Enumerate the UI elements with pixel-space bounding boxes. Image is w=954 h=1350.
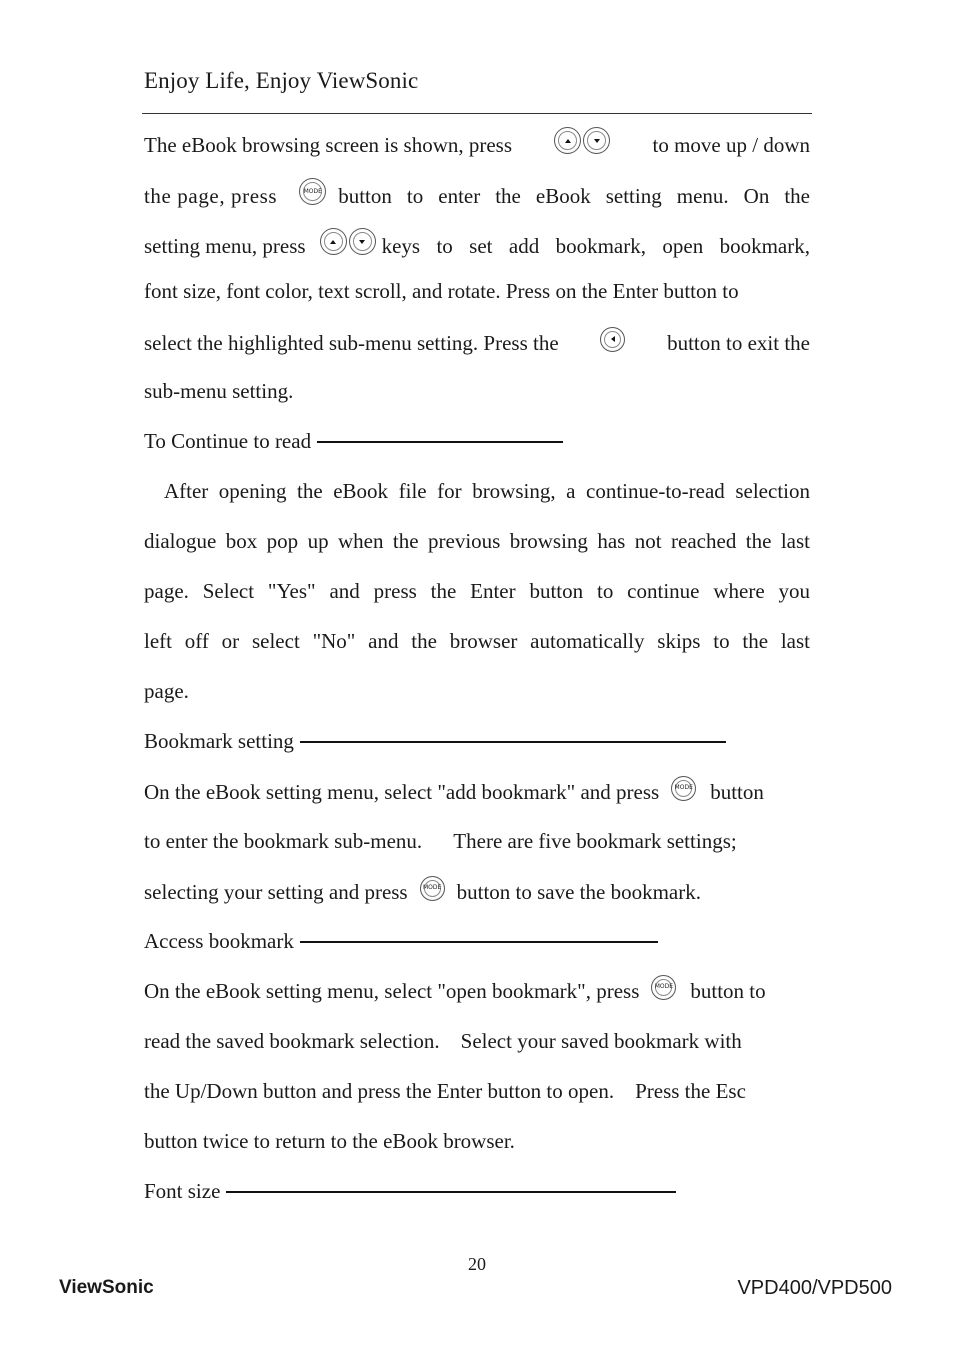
left-arrow-icon (600, 327, 625, 352)
heading-rule (317, 441, 563, 443)
section-heading-continue (144, 428, 563, 454)
text: button to enter the eBook setting menu. On the (338, 183, 810, 208)
heading-rule (300, 941, 658, 943)
text: button to save the bookmark. (456, 880, 701, 904)
access-line-4: button twice to return to the eBook browser. (144, 1129, 515, 1153)
bookmark-line-3 (144, 879, 701, 905)
heading-text: Bookmark setting (144, 729, 294, 753)
down-arrow-icon (349, 228, 376, 255)
section-heading-fontsize (144, 1178, 676, 1204)
intro-line-2 (144, 182, 810, 209)
header-title: Enjoy Life, Enjoy ViewSonic (144, 68, 419, 93)
footer-model: VPD400/VPD500 (737, 1277, 892, 1299)
down-arrow-icon (583, 127, 610, 154)
continue-line-4: left off or select "No" and the browser automatically skips to the last (144, 629, 810, 653)
heading-text: To Continue to read (144, 429, 312, 453)
text: button to (690, 979, 766, 1003)
heading-text: Access bookmark (144, 929, 294, 953)
text: keys to set add bookmark, open bookmark, (381, 233, 810, 258)
heading-rule (226, 1191, 676, 1193)
text: On the eBook setting menu, select "open bookmark", press (144, 979, 640, 1003)
intro-line-6: sub-menu setting. (144, 379, 294, 403)
text: setting menu, press (144, 233, 306, 258)
intro-line-1 (144, 131, 810, 158)
access-line-1 (144, 978, 766, 1004)
up-arrow-icon (554, 127, 581, 154)
access-line-3: the Up/Down button and press the Enter button to open. Press the Esc (144, 1079, 746, 1103)
access-line-2: read the saved bookmark selection. Select your saved bookmark with (144, 1029, 742, 1053)
continue-line-2: dialogue box pop up when the previous browsing has not reached the last (144, 529, 810, 553)
up-down-buttons (554, 131, 610, 158)
text: the page, press (144, 183, 278, 208)
section-heading-bookmark (144, 728, 726, 754)
continue-line-3: page. Select "Yes" and press the Enter button to continue where you (144, 579, 810, 603)
mode-icon: MODE (299, 178, 326, 205)
intro-line-3 (144, 232, 810, 259)
continue-line-5: page. (144, 679, 189, 703)
bookmark-line-1 (144, 779, 764, 805)
mode-icon: MODE (420, 876, 445, 901)
footer-brand: ViewSonic (59, 1277, 154, 1298)
section-heading-access (144, 928, 658, 954)
text: button (710, 780, 764, 804)
page-number: 20 (468, 1254, 486, 1274)
intro-line-4: font size, font color, text scroll, and rotate. Press on the Enter button to (144, 279, 739, 303)
text: selecting your setting and press (144, 880, 408, 904)
text: select the highlighted sub-menu setting. Press the (144, 331, 559, 355)
intro-line-5 (144, 330, 810, 356)
text: to move up / down (652, 132, 810, 157)
heading-text: Font size (144, 1179, 221, 1203)
mode-icon: MODE (651, 975, 676, 1000)
header-divider (142, 113, 812, 114)
text: The eBook browsing screen is shown, press (144, 132, 513, 157)
up-down-buttons (320, 232, 376, 259)
up-arrow-icon (320, 228, 347, 255)
heading-rule (300, 741, 726, 743)
mode-icon: MODE (671, 776, 696, 801)
text: On the eBook setting menu, select "add bookmark" and press (144, 780, 660, 804)
bookmark-line-2: to enter the bookmark sub-menu. There are five bookmark settings; (144, 829, 737, 853)
continue-line-1: After opening the eBook file for browsing, a continue-to-read selection (144, 479, 810, 503)
text: button to exit the (667, 331, 810, 355)
